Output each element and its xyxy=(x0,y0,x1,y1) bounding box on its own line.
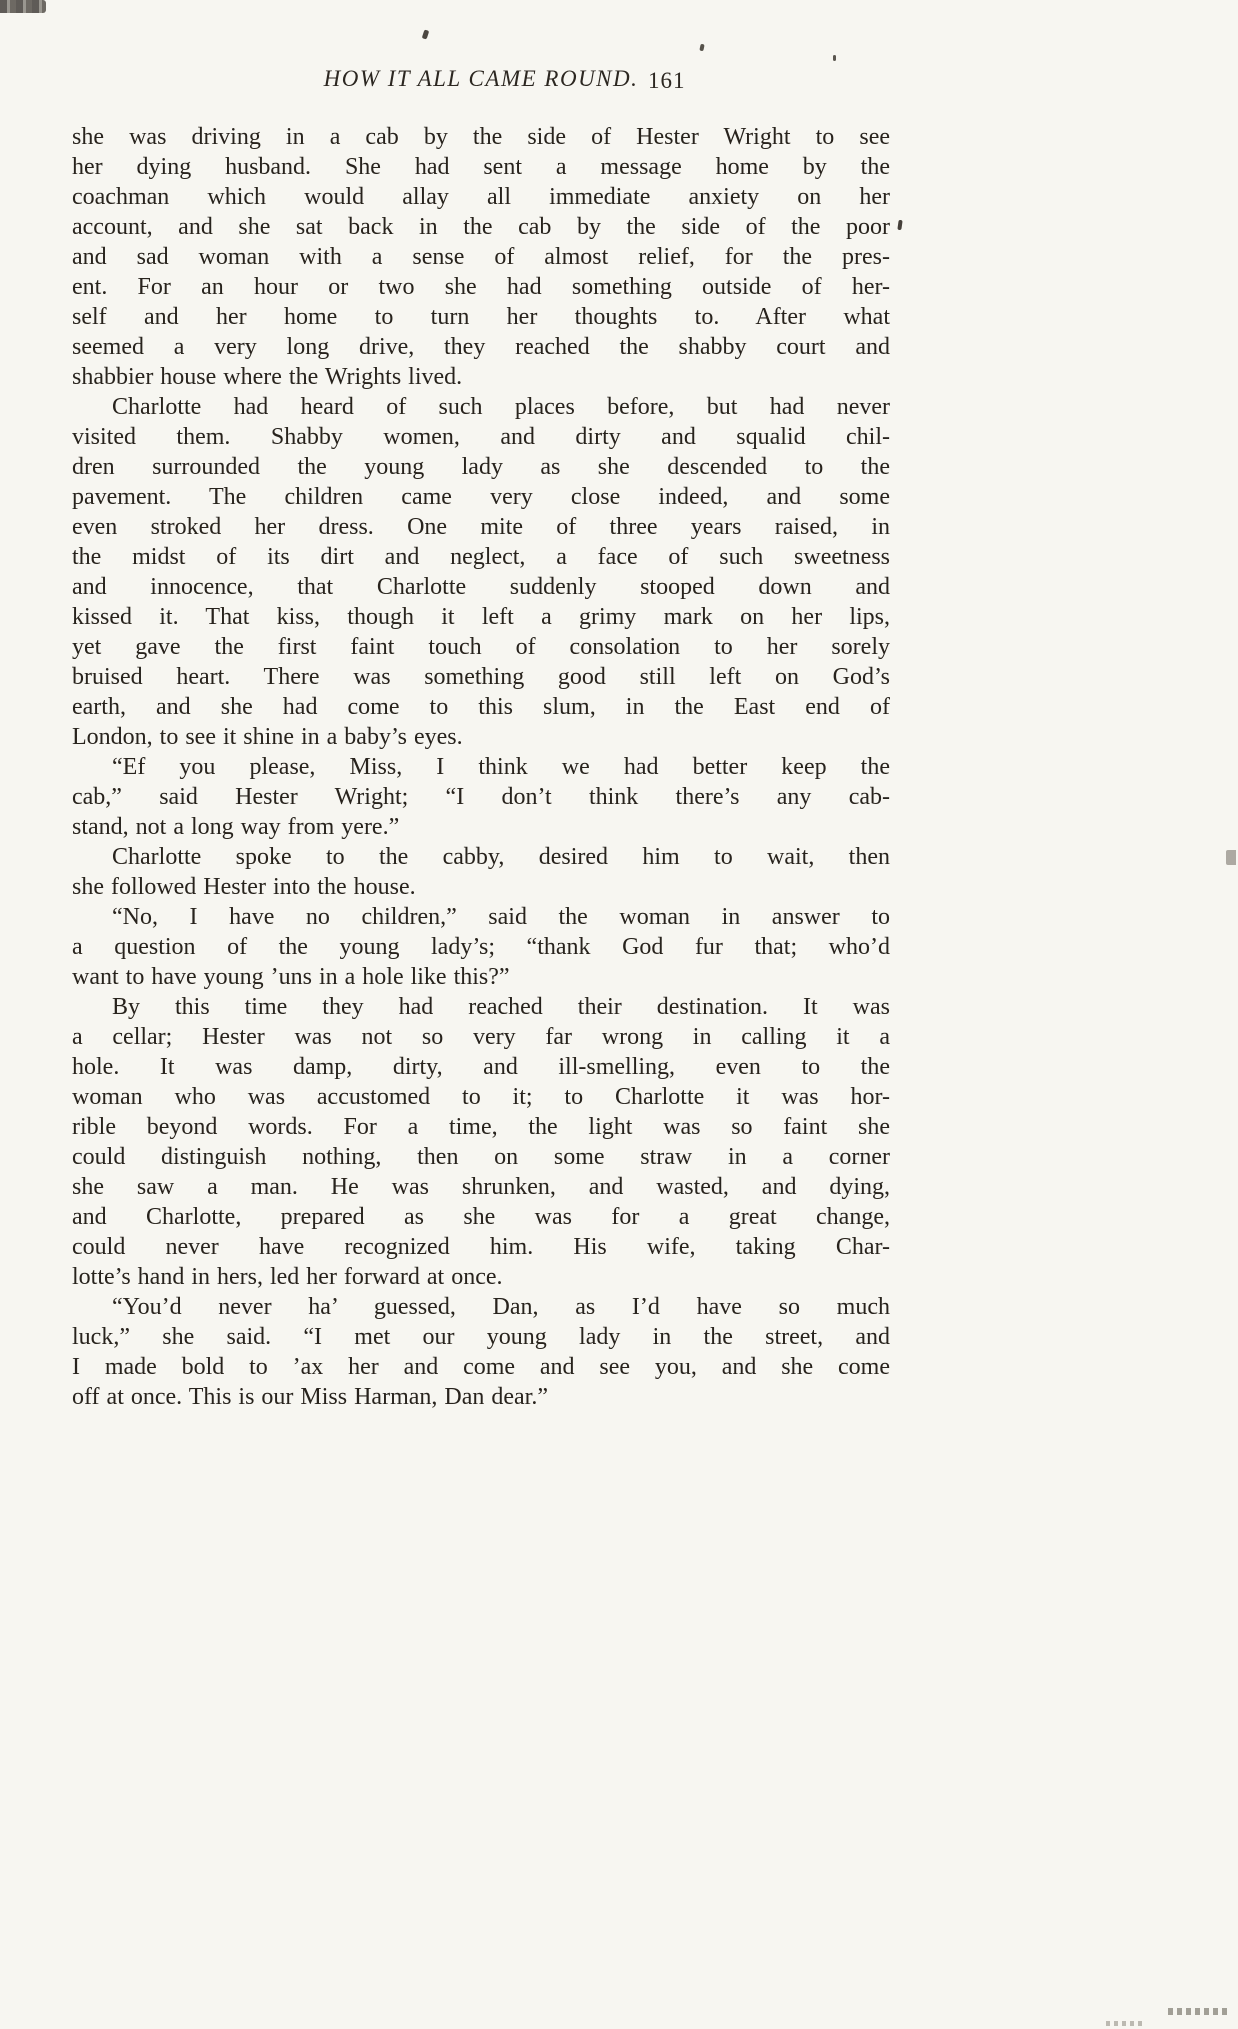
text-line: hole. It was damp, dirty, and ill-smelling, even to the xyxy=(72,1054,890,1080)
text-line: and innocence, that Charlotte suddenly stooped down and xyxy=(72,574,890,600)
text-line: her dying husband. She had sent a message home by the xyxy=(72,154,890,180)
scan-speck xyxy=(833,55,836,61)
text-line: ent. For an hour or two she had something outside of her- xyxy=(72,274,890,300)
text-line: could never have recognized him. His wife, taking Char- xyxy=(72,1234,890,1260)
scan-speck xyxy=(699,44,704,52)
text-line: earth, and she had come to this slum, in the East end of xyxy=(72,694,890,720)
text-line: self and her home to turn her thoughts to. After what xyxy=(72,304,890,330)
text-line: she followed Hester into the house. xyxy=(72,874,416,900)
running-title: HOW IT ALL CAME ROUND. xyxy=(323,66,639,91)
text-line: off at once. This is our Miss Harman, Dan dear.” xyxy=(72,1384,549,1410)
scan-speck xyxy=(1226,850,1236,865)
scan-smudge xyxy=(0,0,46,13)
text-line: even stroked her dress. One mite of three years raised, in xyxy=(72,514,890,540)
text-line: she saw a man. He was shrunken, and wasted, and dying, xyxy=(72,1174,890,1200)
text-line: shabbier house where the Wrights lived. xyxy=(72,364,463,390)
text-line: London, to see it shine in a baby’s eyes. xyxy=(72,724,463,750)
text-line: “Ef you please, Miss, I think we had better keep the xyxy=(112,754,890,780)
text-line: By this time they had reached their destination. It was xyxy=(112,994,890,1020)
paragraph xyxy=(72,752,890,842)
paragraph xyxy=(72,902,890,992)
text-line: coachman which would allay all immediate anxiety on her xyxy=(72,184,890,210)
text-line: “You’d never ha’ guessed, Dan, as I’d have so much xyxy=(112,1294,890,1320)
text-line: pavement. The children came very close indeed, and some xyxy=(72,484,890,510)
text-line: and Charlotte, prepared as she was for a great change, xyxy=(72,1204,890,1230)
paragraph xyxy=(72,392,890,752)
scan-speck xyxy=(422,29,430,39)
text-line: the midst of its dirt and neglect, a face of such sweetness xyxy=(72,544,890,570)
text-line: a question of the young lady’s; “thank God fur that; who’d xyxy=(72,934,890,960)
scan-speck xyxy=(897,220,902,230)
text-line: lotte’s hand in hers, led her forward at once. xyxy=(72,1264,503,1290)
text-line: seemed a very long drive, they reached the shabby court and xyxy=(72,334,890,360)
paragraph xyxy=(72,122,890,392)
text-line: luck,” she said. “I met our young lady in the street, and xyxy=(72,1324,890,1350)
text-line: yet gave the first faint touch of consolation to her sorely xyxy=(72,634,890,660)
running-head xyxy=(72,66,890,102)
paragraph xyxy=(72,842,890,902)
text-line: “No, I have no children,” said the woman in answer to xyxy=(112,904,890,930)
text-line: woman who was accustomed to it; to Charlotte it was hor- xyxy=(72,1084,890,1110)
paragraph xyxy=(72,1292,890,1412)
paragraph xyxy=(72,992,890,1292)
page-number: 161 xyxy=(648,68,686,93)
text-line: cab,” said Hester Wright; “I don’t think there’s any cab- xyxy=(72,784,890,810)
text-line: and sad woman with a sense of almost relief, for the pres- xyxy=(72,244,890,270)
text-line: stand, not a long way from yere.” xyxy=(72,814,400,840)
scan-speck xyxy=(1168,2008,1230,2015)
text-line: bruised heart. There was something good still left on God’s xyxy=(72,664,890,690)
text-line: kissed it. That kiss, though it left a grimy mark on her lips, xyxy=(72,604,890,630)
text-line: Charlotte had heard of such places before, but had never xyxy=(112,394,890,420)
text-line: I made bold to ’ax her and come and see you, and she come xyxy=(72,1354,890,1380)
text-line: account, and she sat back in the cab by the side of the poor xyxy=(72,214,890,240)
page-body xyxy=(72,122,890,1412)
text-line: dren surrounded the young lady as she descended to the xyxy=(72,454,890,480)
text-line: she was driving in a cab by the side of Hester Wright to see xyxy=(72,124,890,150)
text-line: want to have young ’uns in a hole like this?” xyxy=(72,964,510,990)
text-line: a cellar; Hester was not so very far wrong in calling it a xyxy=(72,1024,890,1050)
text-line: visited them. Shabby women, and dirty and squalid chil- xyxy=(72,424,890,450)
scan-speck xyxy=(1106,2021,1142,2026)
text-line: Charlotte spoke to the cabby, desired him to wait, then xyxy=(112,844,890,870)
text-line: could distinguish nothing, then on some straw in a corner xyxy=(72,1144,890,1170)
text-line: rible beyond words. For a time, the light was so faint she xyxy=(72,1114,890,1140)
